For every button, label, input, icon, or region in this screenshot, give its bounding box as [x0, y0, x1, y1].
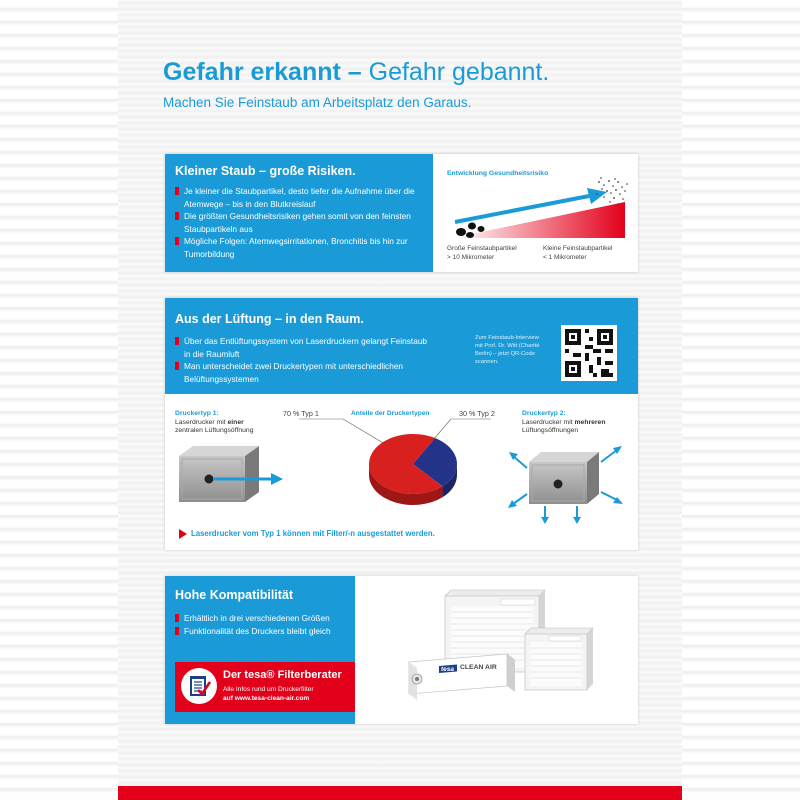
qr-code[interactable]: [561, 325, 617, 381]
section2-title: Aus der Lüftung – in den Raum.: [175, 312, 364, 326]
list-item: Mögliche Folgen: Atemwegsirritationen, Bronchitis bis hin zur Tumorbildung: [175, 235, 427, 260]
page-title-light: Gefahr gebannt.: [361, 58, 550, 86]
list-item: Erhältlich in drei verschiedenen Größen: [175, 612, 349, 625]
large-particle-label: Große Feinstaubpartikel > 10 Mikrometer: [447, 245, 517, 261]
list-item: Funktionalität des Druckers bleibt gleich: [175, 625, 349, 638]
product-name: CLEAN AIR: [460, 664, 497, 671]
coarse-particle: [468, 223, 476, 230]
qr-caption: Zum Feinstaub-Interview mit Prof. Dr. Witt (Charité Berlin) – jetzt QR-Code scannen.: [475, 335, 540, 365]
red-triangle-icon: [179, 529, 187, 539]
page-title-bold: Gefahr erkannt –: [163, 58, 362, 86]
list-item: Je kleiner die Staubpartikel, desto tiefer die Aufnahme über die Atemwege – bis in den Blutkreislauf: [175, 185, 427, 210]
coarse-particle: [466, 232, 474, 238]
footer-red-bar: [118, 786, 682, 800]
small-particle-label: Kleine Feinstaubpartikel < 1 Mikrometer: [543, 245, 613, 261]
badge-line1: Alle Infos rund um Druckerfilter: [223, 686, 314, 693]
badge-link[interactable]: auf www.tesa-clean-air.com: [223, 695, 310, 702]
filter-note: Laserdrucker vom Typ 1 können mit Filter/-n ausgestattet werden.: [191, 529, 435, 538]
coarse-particle: [478, 226, 485, 232]
page-subtitle: Machen Sie Feinstaub am Arbeitsplatz den Garaus.: [163, 95, 472, 110]
filter-advisor-badge[interactable]: [175, 662, 355, 712]
section1-bullet-list: [175, 185, 427, 261]
section1-title: Kleiner Staub – große Risiken.: [175, 164, 356, 178]
section1-blue-panel: [165, 154, 433, 272]
section-ventilation: [165, 298, 638, 550]
printer-type2-illustration: [505, 442, 631, 526]
page-title: [163, 58, 549, 87]
pie-label-type1: 70 % Typ 1: [283, 409, 319, 418]
section2-blue-band: [165, 298, 638, 394]
pie-label-type2: 30 % Typ 2: [459, 409, 495, 418]
list-item: Die größten Gesundheitsrisiken gehen somit von den feinsten Staubpartikeln aus: [175, 210, 427, 235]
pie-chart: [273, 414, 503, 514]
badge-title: Der tesa® Filterberater: [223, 669, 342, 681]
section3-bullet-list: [175, 612, 349, 637]
risk-arrow-head: [587, 188, 607, 204]
pie-chart-title: Anteile der Druckertypen: [351, 410, 430, 417]
risk-chart-title: Entwicklung Gesundheitsrisiko: [447, 170, 549, 177]
printer-type2-caption: Druckertyp 2: Laserdrucker mit mehreren Lüftungsöffnungen: [522, 410, 606, 435]
tesa-clean-air-products: [375, 582, 625, 718]
product-brand: tesa: [441, 666, 455, 673]
section3-title: Hohe Kompatibilität: [175, 588, 294, 602]
printer-type1-caption: Druckertyp 1: Laserdrucker mit einer zentralen Lüftungsöffnung: [175, 410, 254, 435]
filter-checklist-icon: [181, 668, 217, 704]
filter-box: [409, 654, 515, 700]
vent-opening: [205, 475, 214, 484]
list-item: Über das Entlüftungssystem von Laserdruckern gelangt Feinstaub in die Raumluft: [175, 335, 435, 360]
section-compatibility: [165, 576, 638, 724]
section-small-dust: [165, 154, 638, 272]
list-item: Man unterscheidet zwei Druckertypen mit unterschiedlichen Belüftungssystemen: [175, 360, 435, 385]
section2-bullet-list: [175, 335, 435, 385]
coarse-particle: [456, 228, 466, 236]
filter-small: [525, 628, 593, 690]
